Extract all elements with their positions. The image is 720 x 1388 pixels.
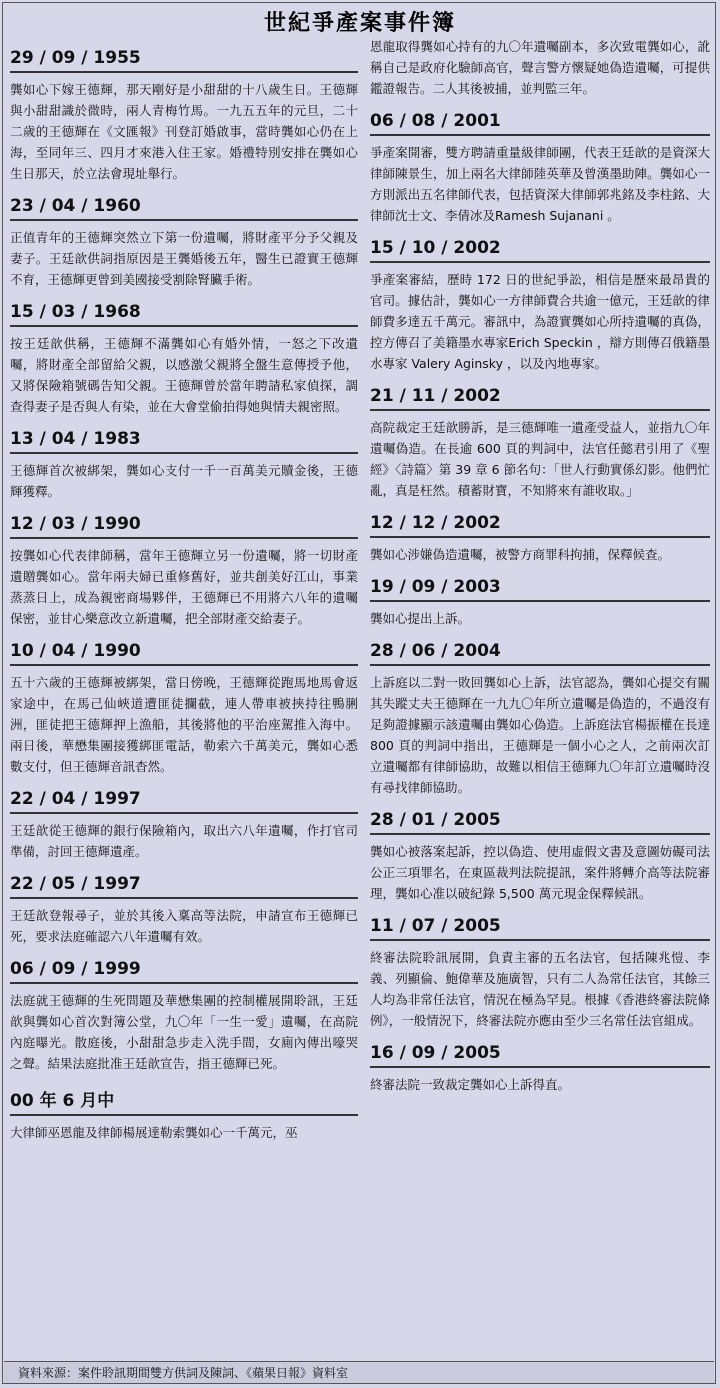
entry-text: 按王廷歆供稱，王德輝不滿龔如心有婚外情，一怒之下改遺囑，將財產全部留給父親，以感激父親將全盤生意傳授予他，又將保險箱號碼告知父親。王德輝曾於當年聘請私家偵探，調查得妻子是否與人有染，並在大會堂偷拍得她與情夫親密照。: [10, 336, 358, 414]
entry-date: 29 / 09 / 1955: [10, 36, 358, 73]
timeline-entry: [10, 862, 358, 947]
timeline-entry: [10, 629, 358, 777]
timeline-entry: [10, 184, 358, 290]
entry-date: 06 / 09 / 1999: [10, 947, 358, 984]
entry-text: 終審法院一致裁定龔如心上訴得直。: [370, 1077, 571, 1092]
timeline-entry: [10, 36, 358, 184]
entry-text: 爭產案開審，雙方聘請重量級律師團，代表王廷歆的是資深大律師陳景生，加上兩名大律師陸英華及曾漢墨助陣。龔如心一方則派出五名律師代表，包括資深大律師郭兆銘及李柱銘、大律師沈士文、李倩冰及Ramesh Sujanani 。: [370, 145, 710, 223]
entry-text: 王廷歆從王德輝的銀行保險箱內，取出六八年遺囑，作打官司準備，討回王德輝遺產。: [10, 823, 358, 859]
entry-text: 爭產案審結，歷時 172 日的世紀爭訟，相信是歷來最昂貴的官司。據估計，龔如心一方律師費合共逾一億元，王廷歆的律師費多達五千萬元。審訊中，為證實龔如心所持遺囑的真偽，控方傳召了美籍墨水專家Erich Speckin ，辯方則傳召俄籍墨水專家 Valery Aginsky ，以及內地專家。: [370, 272, 710, 371]
timeline-entry: [10, 417, 358, 502]
entry-text: 按龔如心代表律師稱，當年王德輝立另一份遺囑，將一切財產遺贈龔如心。當年兩夫婦已重修舊好，並共創美好江山，事業蒸蒸日上，成為親密商場夥伴，王德輝已不用將六八年的遺囑保密，並甘心樂意改立新遺囑，把全部財產交給妻子。: [10, 548, 358, 626]
entry-date: 16 / 09 / 2005: [370, 1031, 710, 1068]
timeline-entry: [370, 226, 710, 374]
entry-text: 終審法院聆訊展開，負責主審的五名法官，包括陳兆愷、李義、列顯倫、鮑偉華及施廣智，只有二人為常任法官，其餘三人均為非常任法官，情況在極為罕見。根據《香港終審法院條例》，一般情況下，終審法院亦應由至少三名常任法官組成。: [370, 950, 710, 1028]
entry-date: 28 / 06 / 2004: [370, 629, 710, 666]
entry-date: 15 / 03 / 1968: [10, 290, 358, 327]
entry-text: 正值青年的王德輝突然立下第一份遺囑，將財產平分予父親及妻子。王廷歆供詞指原因是王龔婚後五年，醫生已證實王德輝不育，王德輝更曾到美國接受割除腎臟手術。: [10, 230, 358, 287]
entry-text: 龔如心下嫁王德輝，那天剛好是小甜甜的十八歲生日。王德輝與小甜甜識於微時，兩人青梅竹馬。一九五五年的元旦，二十二歲的王德輝在《文匯報》刊登訂婚啟事，當時龔如心仍在上海，至同年三、四月才來港入住王家。婚禮特別安排在龔如心生日那天，於立法會現址舉行。: [10, 82, 358, 181]
entry-date: 12 / 03 / 1990: [10, 502, 358, 539]
entry-text: 龔如心涉嫌偽造遺囑，被警方商罪科拘捕，保釋候查。: [370, 547, 671, 562]
entry-text: 上訴庭以二對一敗回龔如心上訴，法官認為，龔如心提交有關其失蹤丈夫王德輝在一九九〇年所立遺囑是偽造的，不過沒有足夠證據顯示該遺囑由龔如心偽造。上訴庭法官楊振權在長達 800 頁的判詞中指出，王德輝是一個小心之人，之前兩次訂立遺囑都有律師協助，故難以相信王德輝九〇年訂立遺囑時沒有尋找律師協助。: [370, 675, 710, 795]
timeline-entry: [10, 1074, 358, 1143]
entry-text: 法庭就王德輝的生死問題及華懋集團的控制權展開聆訊，王廷歆與龔如心首次對簿公堂，九〇年「一生一愛」遺囑，在高院內庭曝光。散庭後，小甜甜急步走入洗手間，女廁內傳出嚎哭之聲。結果法庭批准王廷歆宣告，指王德輝已死。: [10, 993, 358, 1071]
entry-date: 21 / 11 / 2002: [370, 374, 710, 411]
entry-date: 15 / 10 / 2002: [370, 226, 710, 263]
right-column: [370, 36, 710, 1095]
timeline-entry: [370, 374, 710, 501]
timeline-entry: [10, 947, 358, 1074]
timeline-entry: [370, 904, 710, 1031]
entry-date: 28 / 01 / 2005: [370, 798, 710, 835]
entry-text: 五十六歲的王德輝被綁架，當日傍晚，王德輝從跑馬地馬會返家途中，在馬己仙峽道遭匪徒攔截，連人帶車被挾持往鴨脷洲，匪徒把王德輝押上漁船，其後將他的平治座駕推入海中。兩日後，華懋集團接獲綁匪電話，勒索六千萬美元，龔如心悉數支付，但王德輝音訊杳然。: [10, 675, 358, 774]
timeline-entry: [10, 290, 358, 417]
entry-text: 大律師巫恩龍及律師楊展達勒索龔如心一千萬元，巫: [10, 1125, 298, 1140]
timeline-entry: [370, 798, 710, 904]
entry-text: 王德輝首次被綁架，龔如心支付一千一百萬美元贖金後，王德輝獲釋。: [10, 463, 358, 499]
entry-text: 龔如心被落案起訴，控以偽造、使用虛假文書及意圖妨礙司法公正三項罪名，在東區裁判法院提訊，案件將轉介高等法院審理，龔如心准以破紀錄 5,500 萬元現金保釋候訊。: [370, 844, 710, 901]
entry-date: 19 / 09 / 2003: [370, 565, 710, 602]
timeline-entry: [10, 777, 358, 862]
entry-date: 11 / 07 / 2005: [370, 904, 710, 941]
entry-date: 22 / 05 / 1997: [10, 862, 358, 899]
entry-date: 22 / 04 / 1997: [10, 777, 358, 814]
timeline-entry: [370, 629, 710, 798]
entry-date: 23 / 04 / 1960: [10, 184, 358, 221]
entry-date: 10 / 04 / 1990: [10, 629, 358, 666]
entry-date: 13 / 04 / 1983: [10, 417, 358, 454]
continued-text: 恩龍取得龔如心持有的九〇年遺囑副本，多次致電龔如心，訛稱自己是政府化驗師高官，聲言警方懷疑她偽造遺囑，可提供鑑證報告。二人其後被捕，並判監三年。: [370, 39, 710, 96]
entry-text: 龔如心提出上訴。: [370, 611, 471, 626]
entry-text: 王廷歆登報尋子，並於其後入稟高等法院，申請宣布王德輝已死，要求法庭確認六八年遺囑有效。: [10, 908, 358, 944]
timeline-entry: [370, 501, 710, 565]
left-column: [10, 36, 358, 1143]
entry-date: 12 / 12 / 2002: [370, 501, 710, 538]
timeline-entry: [370, 565, 710, 629]
entry-date: 00 年 6 月中: [10, 1074, 358, 1116]
timeline-entry: [10, 502, 358, 629]
entry-date: 06 / 08 / 2001: [370, 99, 710, 136]
source-note: 資料來源：案件聆訊期間雙方供詞及陳詞、《蘋果日報》資料室: [4, 1361, 714, 1383]
page-title: 世紀爭產案事件簿: [263, 11, 456, 36]
entry-text: 高院裁定王廷歆勝訴，是三德輝唯一遺產受益人，並指九〇年遺囑偽造。在長逾 600 頁的判詞中，法官任懿君引用了《聖經》〈詩篇〉第 39 章 6 節名句：「世人行動實係幻影。他們忙亂，真是枉然。積蓄財寶，不知將來有誰收取。」: [370, 420, 710, 498]
timeline-entry: [370, 1031, 710, 1095]
timeline-entry: [370, 99, 710, 226]
